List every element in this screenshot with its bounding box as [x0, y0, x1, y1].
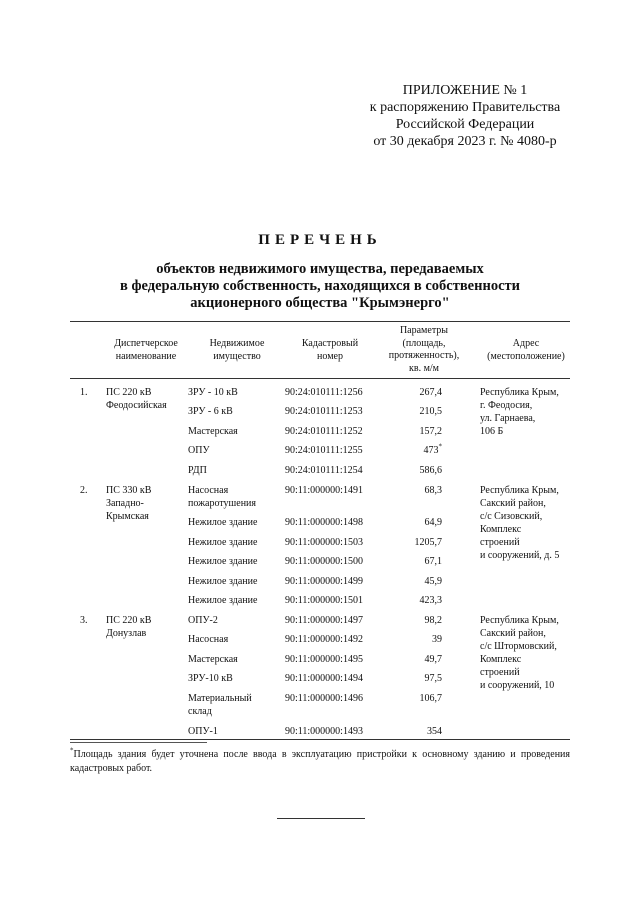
text-line: с/с Штормовский, — [480, 641, 557, 652]
parameter-value — [378, 575, 442, 588]
end-of-document-line — [277, 818, 365, 819]
property-name — [188, 725, 283, 738]
text-line: имущество — [213, 350, 261, 362]
text-line: Материальный — [188, 693, 252, 704]
footnote — [70, 748, 570, 776]
parameter-value — [378, 405, 442, 418]
parameter-value — [378, 653, 442, 666]
text-line: г. Феодосия, — [480, 400, 533, 411]
subtitle-line: в федеральную собственность, находящихся в собственности — [120, 278, 520, 294]
cadastral-number: 90:24:010111:1255 — [285, 445, 363, 456]
text-line: склад — [188, 706, 212, 717]
row-number: 2. — [80, 485, 88, 496]
value-text: 106,7 — [419, 693, 442, 704]
appendix-date: от 30 декабря 2023 г. № 4080-р — [373, 134, 557, 149]
parameter-value — [378, 516, 442, 529]
cadastral-number: 90:11:000000:1499 — [285, 576, 363, 587]
property-name — [188, 425, 283, 438]
substation-name — [106, 484, 186, 523]
value-text: 39 — [432, 634, 442, 645]
value-text: 473 — [423, 445, 439, 456]
substation-name — [106, 614, 186, 640]
row-number: 3. — [80, 615, 88, 626]
text-line: Кадастровый — [301, 338, 359, 349]
cadastral-number: 90:11:000000:1497 — [285, 615, 363, 626]
text-line: ОПУ-1 — [188, 726, 218, 737]
text-line: Республика Крым, — [480, 387, 559, 398]
text-line: Республика Крым, — [480, 485, 559, 496]
cadastral-number: 90:11:000000:1495 — [285, 654, 363, 665]
cadastral-number: 90:24:010111:1253 — [285, 406, 363, 417]
parameter-value — [378, 536, 442, 549]
cadastral-number: 90:11:000000:1501 — [285, 595, 363, 606]
value-text: 267,4 — [419, 387, 442, 398]
property-name — [188, 484, 283, 510]
text-line: Недвижимое — [209, 338, 265, 349]
property-name — [188, 575, 283, 588]
object-address — [480, 614, 575, 692]
text-line: Параметры — [399, 325, 449, 336]
row-number: 1. — [80, 387, 88, 398]
cadastral-number: 90:11:000000:1491 — [285, 485, 363, 496]
column-header-property — [196, 338, 278, 363]
property-name — [188, 444, 283, 457]
property-name — [188, 633, 283, 646]
object-address — [480, 484, 575, 562]
property-name — [188, 386, 283, 399]
text-line: ул. Гарнаева, — [480, 413, 536, 424]
text-line: Нежилое здание — [188, 517, 258, 528]
text-line: Западно- — [106, 498, 144, 509]
parameter-value — [378, 633, 442, 646]
document-title: ПЕРЕЧЕНЬ — [258, 232, 382, 248]
value-text: 210,5 — [419, 406, 442, 417]
text-line: и сооружений, 10 — [480, 680, 555, 691]
text-line: Мастерская — [188, 654, 238, 665]
table-bottom-rule — [70, 739, 570, 740]
cadastral-number: 90:11:000000:1493 — [285, 726, 363, 737]
text-line: ПС 220 кВ — [106, 615, 152, 626]
parameter-value — [378, 444, 442, 457]
cadastral-number: 90:11:000000:1492 — [285, 634, 363, 645]
text-line: кв. м/м — [408, 362, 439, 374]
parameter-value — [378, 614, 442, 627]
property-name — [188, 516, 283, 529]
property-name — [188, 405, 283, 418]
parameter-value — [378, 484, 442, 497]
footnote-mark: * — [438, 442, 442, 451]
object-address — [480, 386, 575, 438]
value-text: 49,7 — [424, 654, 442, 665]
text-line: Республика Крым, — [480, 615, 559, 626]
text-line: номер — [317, 350, 343, 362]
column-header-params — [376, 325, 472, 375]
text-line: протяженность), — [388, 350, 460, 361]
cadastral-number: 90:11:000000:1494 — [285, 673, 363, 684]
subtitle-line: акционерного общества "Крымэнерго" — [190, 295, 450, 311]
text-line: Феодосийская — [106, 400, 167, 411]
parameter-value — [378, 555, 442, 568]
property-name — [188, 672, 283, 685]
property-name — [188, 653, 283, 666]
text-line: Сакский район, — [480, 628, 546, 639]
text-line: 106 Б — [480, 426, 504, 437]
substation-name — [106, 386, 186, 412]
footnote-text: Площадь здания будет уточнена после ввода в эксплуатацию пристройки к основному зданию и проведения кадастровых работ. — [70, 749, 570, 774]
cadastral-number: 90:24:010111:1256 — [285, 387, 363, 398]
text-line: строений — [480, 537, 520, 548]
text-line: Адрес — [512, 338, 540, 349]
cadastral-number: 90:11:000000:1496 — [285, 693, 363, 704]
property-name — [188, 536, 283, 549]
value-text: 68,3 — [424, 485, 442, 496]
parameter-value — [378, 386, 442, 399]
value-text: 67,1 — [424, 556, 442, 567]
property-name — [188, 464, 283, 477]
text-line: ОПУ — [188, 445, 210, 456]
column-header-address — [476, 338, 576, 363]
value-text: 64,9 — [424, 517, 442, 528]
property-name — [188, 594, 283, 607]
appendix-line: Российской Федерации — [395, 117, 535, 132]
footnote-mark: * — [70, 746, 74, 755]
parameter-value — [378, 425, 442, 438]
value-text: 354 — [427, 726, 442, 737]
appendix-title: ПРИЛОЖЕНИЕ № 1 — [402, 83, 528, 98]
parameter-value — [378, 725, 442, 738]
value-text: 423,3 — [419, 595, 442, 606]
text-line: с/с Сизовский, — [480, 511, 543, 522]
text-line: Комплекс — [480, 524, 522, 535]
text-line: пожаротушения — [188, 498, 256, 509]
property-name — [188, 614, 283, 627]
footnote-separator — [70, 742, 207, 743]
column-header-dispatch — [100, 338, 192, 363]
text-line: ПС 220 кВ — [106, 387, 152, 398]
text-line: Сакский район, — [480, 498, 546, 509]
text-line: ЗРУ - 6 кВ — [188, 406, 233, 417]
table-header-rule — [70, 378, 570, 379]
table-top-rule — [70, 321, 570, 322]
parameter-value — [378, 672, 442, 685]
cadastral-number: 90:24:010111:1252 — [285, 426, 363, 437]
text-line: ЗРУ-10 кВ — [188, 673, 233, 684]
property-name — [188, 692, 283, 718]
text-line: ЗРУ - 10 кВ — [188, 387, 238, 398]
text-line: (местоположение) — [487, 350, 565, 362]
appendix-line: к распоряжению Правительства — [369, 100, 561, 115]
text-line: Нежилое здание — [188, 556, 258, 567]
text-line: Насосная — [188, 485, 229, 496]
value-text: 157,2 — [419, 426, 442, 437]
text-line: наименование — [115, 350, 177, 362]
cadastral-number: 90:24:010111:1254 — [285, 465, 363, 476]
value-text: 97,5 — [424, 673, 442, 684]
parameter-value — [378, 594, 442, 607]
text-line: строений — [480, 667, 520, 678]
appendix-block — [330, 82, 600, 150]
parameter-value — [378, 464, 442, 477]
property-name — [188, 555, 283, 568]
cadastral-number: 90:11:000000:1498 — [285, 517, 363, 528]
value-text: 98,2 — [424, 615, 442, 626]
cadastral-number: 90:11:000000:1500 — [285, 556, 363, 567]
value-text: 45,9 — [424, 576, 442, 587]
text-line: РДП — [188, 465, 207, 476]
text-line: ОПУ-2 — [188, 615, 218, 626]
text-line: Нежилое здание — [188, 595, 258, 606]
text-line: Донузлав — [106, 628, 147, 639]
value-text: 1205,7 — [414, 537, 442, 548]
text-line: Комплекс — [480, 654, 522, 665]
text-line: Насосная — [188, 634, 229, 645]
text-line: Нежилое здание — [188, 576, 258, 587]
column-header-cadastral — [284, 338, 376, 363]
text-line: Нежилое здание — [188, 537, 258, 548]
value-text: 586,6 — [419, 465, 442, 476]
text-line: и сооружений, д. 5 — [480, 550, 560, 561]
cadastral-number: 90:11:000000:1503 — [285, 537, 363, 548]
text-line: Мастерская — [188, 426, 238, 437]
document-subtitle — [0, 261, 640, 312]
text-line: Крымская — [106, 511, 149, 522]
subtitle-line: объектов недвижимого имущества, передаваемых — [156, 261, 484, 277]
text-line: Диспетчерское — [114, 338, 178, 349]
parameter-value — [378, 692, 442, 705]
text-line: ПС 330 кВ — [106, 485, 152, 496]
text-line: (площадь, — [402, 337, 446, 349]
